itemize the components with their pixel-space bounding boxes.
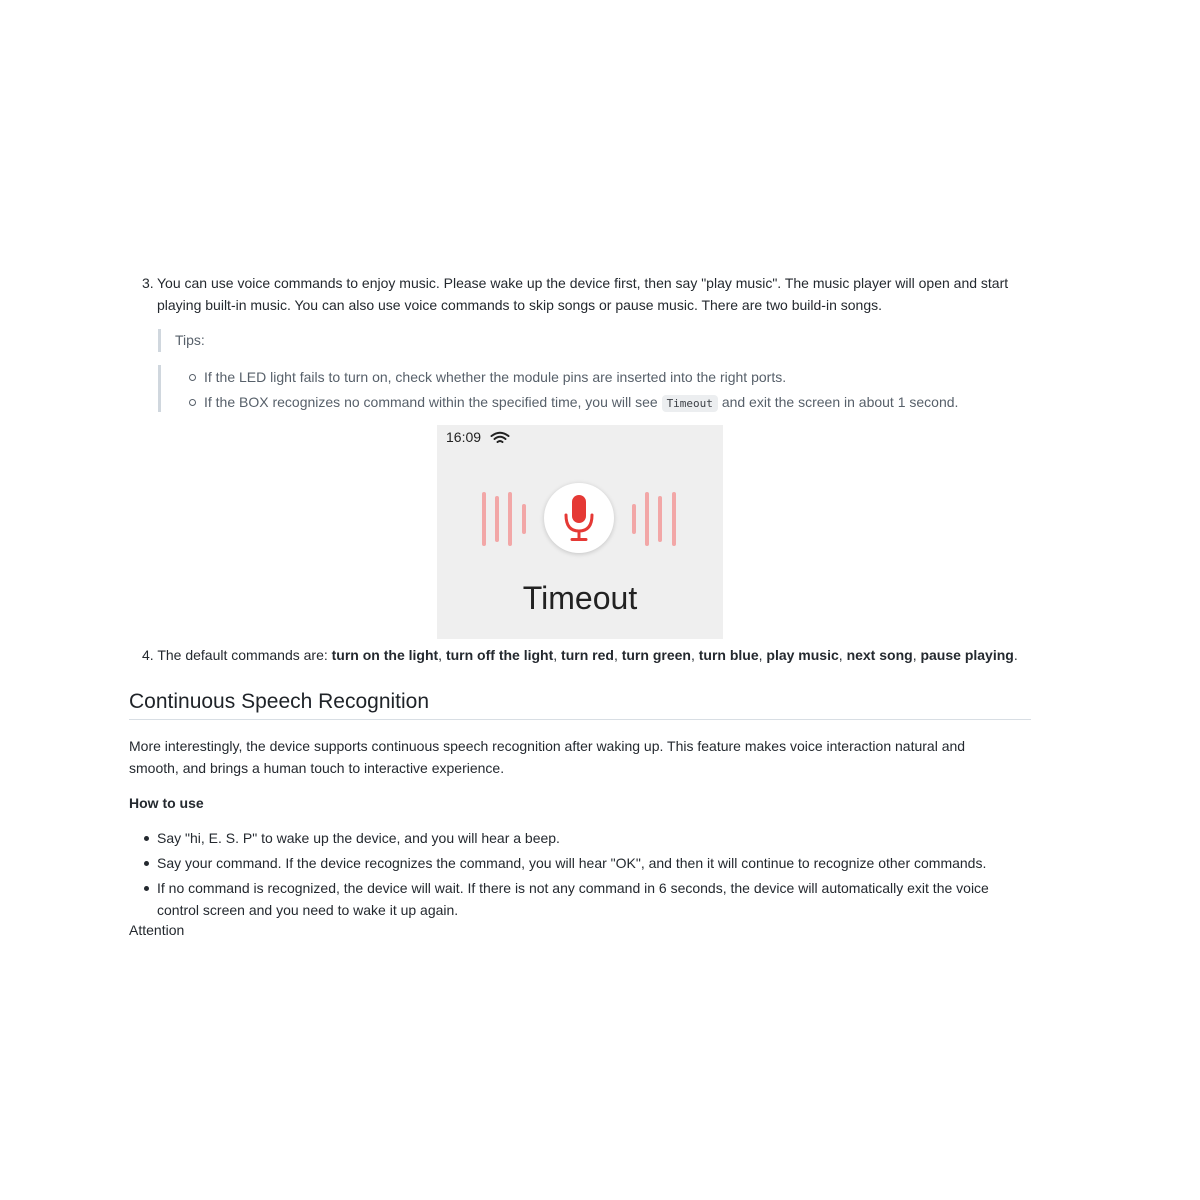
tips-label: Tips: xyxy=(175,332,205,348)
how-to-use-heading: How to use xyxy=(129,795,204,811)
command-play-music: play music xyxy=(766,647,839,663)
tips-quote xyxy=(158,329,205,352)
wifi-icon xyxy=(490,431,510,445)
circle-bullet-icon xyxy=(189,399,196,406)
clipped-text: Attention xyxy=(129,922,185,938)
command-turn-blue: turn blue xyxy=(698,647,759,663)
list-item xyxy=(129,878,1029,921)
bullet-icon xyxy=(144,861,149,866)
bullet-text: Say your command. If the device recognizes the command, you will hear "OK", and then it will continue to recognize other commands. xyxy=(157,855,987,871)
list-item xyxy=(129,853,1029,875)
list-item-text: You can use voice commands to enjoy music. Please wake up the device first, then say "play music". The music player will open and start playing built-in music. You can also use voice commands to skip songs or pause music. There are two build-in songs. xyxy=(157,275,1009,313)
commands-list: turn on the light, turn off the light, turn red, turn green, turn blue, play music, next song, pause playing. xyxy=(331,647,1018,663)
circle-bullet-icon xyxy=(189,374,196,381)
command-turn-green: turn green xyxy=(621,647,691,663)
list-number: 4. xyxy=(142,647,154,663)
bullet-text: Say "hi, E. S. P" to wake up the device, and you will hear a beep. xyxy=(157,830,560,846)
how-to-use-list xyxy=(129,828,1029,925)
command-turn-on-the-light: turn on the light xyxy=(331,647,439,663)
tip-text-before: If the BOX recognizes no command within the specified time, you will see xyxy=(204,394,658,410)
screen-timeout-label: Timeout xyxy=(522,580,638,616)
section-paragraph: More interestingly, the device supports continuous speech recognition after waking up. This feature makes voice interaction natural and smooth, and brings a human touch to interactive experience. xyxy=(129,738,966,776)
tip-item xyxy=(161,365,1031,390)
inline-code: Timeout xyxy=(662,395,718,412)
device-screen-image xyxy=(437,425,723,639)
commands-prefix: The default commands are: xyxy=(157,647,328,663)
bullet-icon xyxy=(144,886,149,891)
command-turn-off-the-light: turn off the light xyxy=(445,647,554,663)
command-next-song: next song xyxy=(846,647,913,663)
microphone-button xyxy=(544,483,614,553)
clipped-next-heading xyxy=(129,922,189,942)
tip-text-after: and exit the screen in about 1 second. xyxy=(721,394,959,410)
section-heading: Continuous Speech Recognition xyxy=(129,687,1031,720)
status-time: 16:09 xyxy=(446,429,482,445)
list-number: 3. xyxy=(142,275,154,291)
tip-item xyxy=(161,390,1031,415)
tips-list xyxy=(158,365,1031,412)
sound-wave-left xyxy=(482,492,528,546)
list-item-3 xyxy=(142,273,1022,316)
list-item xyxy=(129,828,1029,850)
sound-wave-right xyxy=(632,492,678,546)
microphone-icon xyxy=(564,495,594,541)
command-pause-playing: pause playing xyxy=(920,647,1014,663)
tip-text: If the LED light fails to turn on, check whether the module pins are inserted into the right ports. xyxy=(204,369,787,385)
command-turn-red: turn red xyxy=(561,647,614,663)
bullet-icon xyxy=(144,836,149,841)
list-item-4 xyxy=(142,645,1018,667)
bullet-text: If no command is recognized, the device will wait. If there is not any command in 6 seconds, the device will automatically exit the voice control screen and you need to wake it up again. xyxy=(157,880,989,918)
